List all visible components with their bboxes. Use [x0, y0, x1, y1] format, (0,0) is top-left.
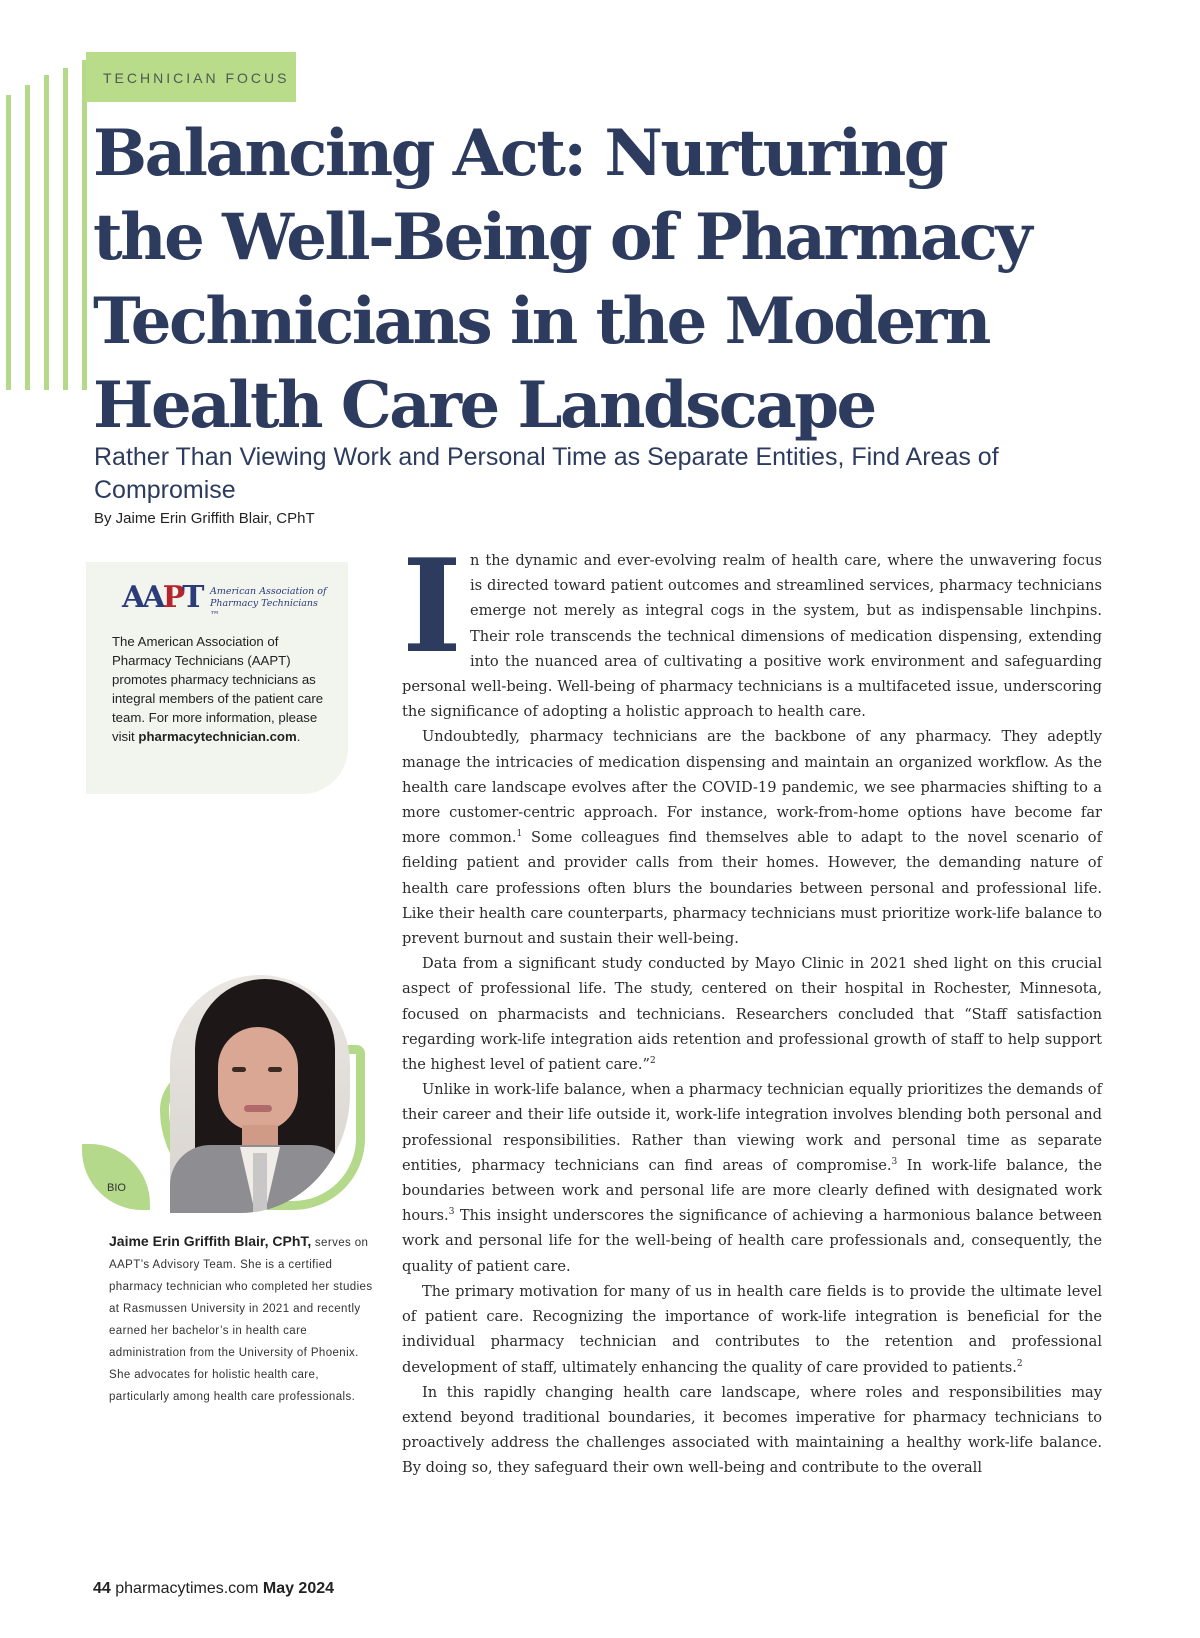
footer-issue: May 2024 [262, 1580, 335, 1597]
bio-description: serves on AAPT’s Advisory Team. She is a certified pharmacy technician who completed her studies at Rasmussen University in 2021 and recently earned her bachelor’s in health care administration from the University of Phoenix. She advocates for holistic health care, particularly among health care professionals. [109, 1237, 373, 1403]
bio-author-name: Jaime Erin Griffith Blair, CPhT, [109, 1233, 312, 1249]
headline-line: Technicians in the Modern [93, 284, 989, 359]
page-number: 44 [93, 1580, 111, 1597]
article-subtitle: Rather Than Viewing Work and Personal Time as Separate Entities, Find Areas of Compromise [94, 443, 999, 504]
article-paragraph: Unlike in work-life balance, when a pharmacy technician equally prioritizes the demands of their career and their life outside it, work-life integration involves blending both personal and professional responsibilities. Rather than viewing work and personal time as separate entities, pharmacy technicians can find areas of compromise.$^3$ In work-life balance, the boundaries between work and personal life are more clearly defined with designated work hours.$^3$ This insight underscores the significance of achieving a harmonious balance between work and personal life for the well-being of health care professionals and, consequently, the quality of patient care. [402, 1081, 1102, 1275]
author-portrait [170, 975, 350, 1213]
article-paragraph: Undoubtedly, pharmacy technicians are the backbone of any pharmacy. They adeptly manage the intricacies of medication dispensing and maintain an organized workflow. As the health care landscape evolves after the COVID-19 pandemic, we see pharmacies shifting to a more customer-centric approach. For instance, work-from-home options have become far more common.$^1$ Some colleagues find themselves able to adapt to the novel scenario of fielding patient and provider calls from their homes. However, the demanding nature of health care professions often blurs the boundaries between personal and professional life. Like their health care counterparts, pharmacy technicians must prioritize work-life balance to prevent burnout and sustain their well-being. [402, 728, 1102, 948]
aapt-logo-name: American Association of Pharmacy Technicians ™ [210, 586, 327, 621]
article-paragraph: Data from a significant study conducted by Mayo Clinic in 2021 shed light on this crucial aspect of professional life. The study, centered on their hospital in Rochester, Minnesota, focused on pharmacists and technicians. Researchers concluded that “Staff satisfaction regarding work-life integration aids retention and professional growth of staff to help support the highest level of patient care.”$^2$ [402, 955, 1102, 1074]
author-bio [109, 1230, 381, 1408]
aapt-sidebar-box [86, 562, 348, 794]
decorative-stripes [0, 0, 100, 420]
article-headline [93, 112, 1093, 448]
article-paragraph: In this rapidly changing health care landscape, where roles and responsibilities may extend beyond traditional boundaries, it becomes imperative for pharmacy technicians to proactively address the challenges associated with maintaining a healthy work-life balance. By doing so, they safeguard their own well-being and contribute to the overall [402, 1383, 1102, 1477]
drop-cap: I [402, 532, 462, 682]
page-footer [93, 1580, 334, 1598]
headline-line: the Well-Being of Pharmacy [93, 200, 1031, 275]
bio-label: BIO [107, 1182, 126, 1194]
footer-site: pharmacytimes.com [115, 1580, 259, 1597]
article-paragraph: The primary motivation for many of us in health care fields is to provide the ultimate level of patient care. Recognizing the importance of work-life integration is beneficial for the individual pharmacy technician and contributes to the retention and professional development of staff, ultimately enhancing the quality of care provided to patients.$^2$ [402, 1282, 1102, 1376]
aapt-link[interactable]: pharmacytechnician.com [138, 729, 297, 744]
byline: By Jaime Erin Griffith Blair, CPhT [94, 510, 315, 527]
author-photo [150, 975, 370, 1217]
bio-leaf-shape [82, 1144, 150, 1210]
aapt-description: The American Association of Pharmacy Technicians (AAPT) promotes pharmacy technicians as integral members of the patient care team. For more information, please visit pharmacytechnician.com. [112, 634, 324, 744]
article-body [402, 532, 1102, 1481]
article-paragraph: In the dynamic and ever-evolving realm of health care, where the unwavering focus is directed toward patient outcomes and streamlined services, pharmacy technicians emerge not merely as integral cogs in the system, but as indispensable linchpins. Their role transcends the technical dimensions of medication dispensing, extending into the nuanced area of cultivating a positive work environment and safeguarding personal well-being. Well-being of pharmacy technicians is a multifaceted issue, underscoring the significance of adopting a holistic approach to health care. [402, 532, 1102, 721]
headline-line: Health Care Landscape [93, 368, 875, 443]
aapt-logo [122, 580, 327, 622]
headline-line: Balancing Act: Nurturing [93, 116, 946, 191]
aapt-logo-mark: AAPT [122, 580, 202, 615]
section-tag: TECHNICIAN FOCUS [86, 52, 296, 102]
